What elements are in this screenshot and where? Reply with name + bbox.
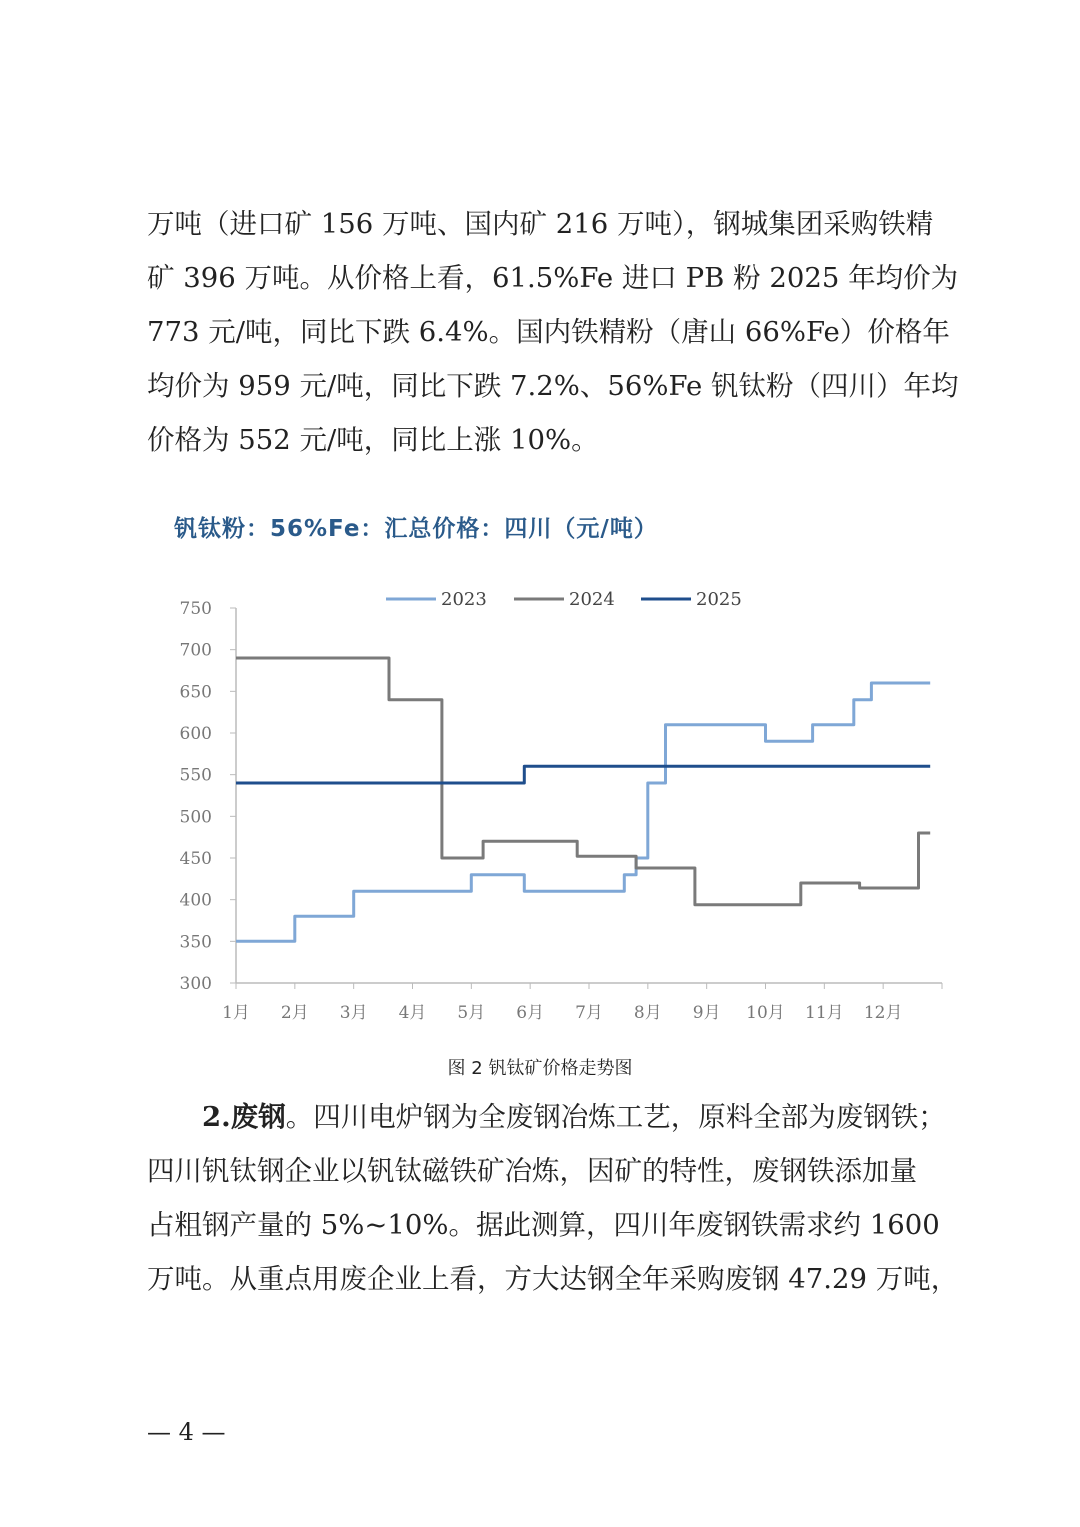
x-tick-label: 6月 <box>516 1003 545 1023</box>
x-tick-label: 7月 <box>575 1003 603 1023</box>
page-number: — 4 — <box>147 1418 226 1446</box>
y-tick-label: 500 <box>179 807 212 828</box>
x-tick-label: 9月 <box>692 1003 721 1023</box>
text-line: 万吨（进口矿 156 万吨、国内矿 216 万吨），钢城集团采购铁精 <box>147 208 934 240</box>
x-tick-label: 3月 <box>339 1003 368 1023</box>
y-tick-label: 550 <box>179 765 212 786</box>
text-line: 占粗钢产量的 5%~10%。据此测算，四川年废钢铁需求约 1600 <box>147 1209 940 1241</box>
y-tick-label: 700 <box>179 640 212 661</box>
y-tick-label: 350 <box>179 932 212 953</box>
text-line: 价格为 552 元/吨，同比上涨 10%。 <box>147 424 599 456</box>
y-tick-label: 450 <box>179 849 212 869</box>
y-tick-label: 600 <box>179 724 212 744</box>
x-tick-label: 11月 <box>805 1003 844 1023</box>
y-tick-label: 400 <box>179 890 212 911</box>
x-tick-label: 1月 <box>222 1003 250 1023</box>
x-tick-label: 5月 <box>457 1003 486 1023</box>
paragraph-scrap-steel <box>147 1090 959 1306</box>
x-tick-label: 4月 <box>398 1003 427 1023</box>
y-tick-label: 650 <box>179 682 212 703</box>
text-line: 四川钒钛钢企业以钒钛磁铁矿冶炼，因矿的特性，废钢铁添加量 <box>147 1155 917 1187</box>
y-tick-label: 300 <box>179 974 212 994</box>
x-tick-label: 2月 <box>280 1003 309 1023</box>
x-tick-label: 8月 <box>633 1003 662 1023</box>
figure-caption: 图 2 钒钛矿价格走势图 <box>447 1058 633 1079</box>
legend-label-2023: 2023 <box>441 589 487 610</box>
legend-label-2025: 2025 <box>696 589 742 610</box>
section-heading: 2.废钢 <box>202 1101 286 1133</box>
x-tick-label: 12月 <box>863 1003 903 1023</box>
vanadium-titanium-price-chart <box>150 575 960 1035</box>
chart-title: 钒钛粉：56%Fe：汇总价格：四川（元/吨） <box>174 516 658 542</box>
series-line-2024 <box>236 658 930 905</box>
paragraph-iron-ore-prices <box>147 197 959 467</box>
text-line: 773 元/吨，同比下跌 6.4%。国内铁精粉（唐山 66%Fe）价格年 <box>147 316 950 348</box>
y-tick-label: 750 <box>179 599 212 619</box>
series-line-2025 <box>236 766 930 783</box>
text-line: 2.废钢 。四川电炉钢为全废钢冶炼工艺，原料全部为废钢铁； <box>147 1090 947 1144</box>
text-line: 万吨。从重点用废企业上看，方大达钢全年采购废钢 47.29 万吨， <box>147 1263 959 1295</box>
x-tick-label: 10月 <box>746 1003 785 1023</box>
text-line: 矿 396 万吨。从价格上看，61.5%Fe 进口 PB 粉 2025 年均价为 <box>147 262 959 294</box>
text-line: 均价为 959 元/吨，同比下跌 7.2%、56%Fe 钒钛粉（四川）年均 <box>147 370 959 402</box>
series-line-2023 <box>236 683 930 941</box>
legend-label-2024: 2024 <box>569 589 615 610</box>
